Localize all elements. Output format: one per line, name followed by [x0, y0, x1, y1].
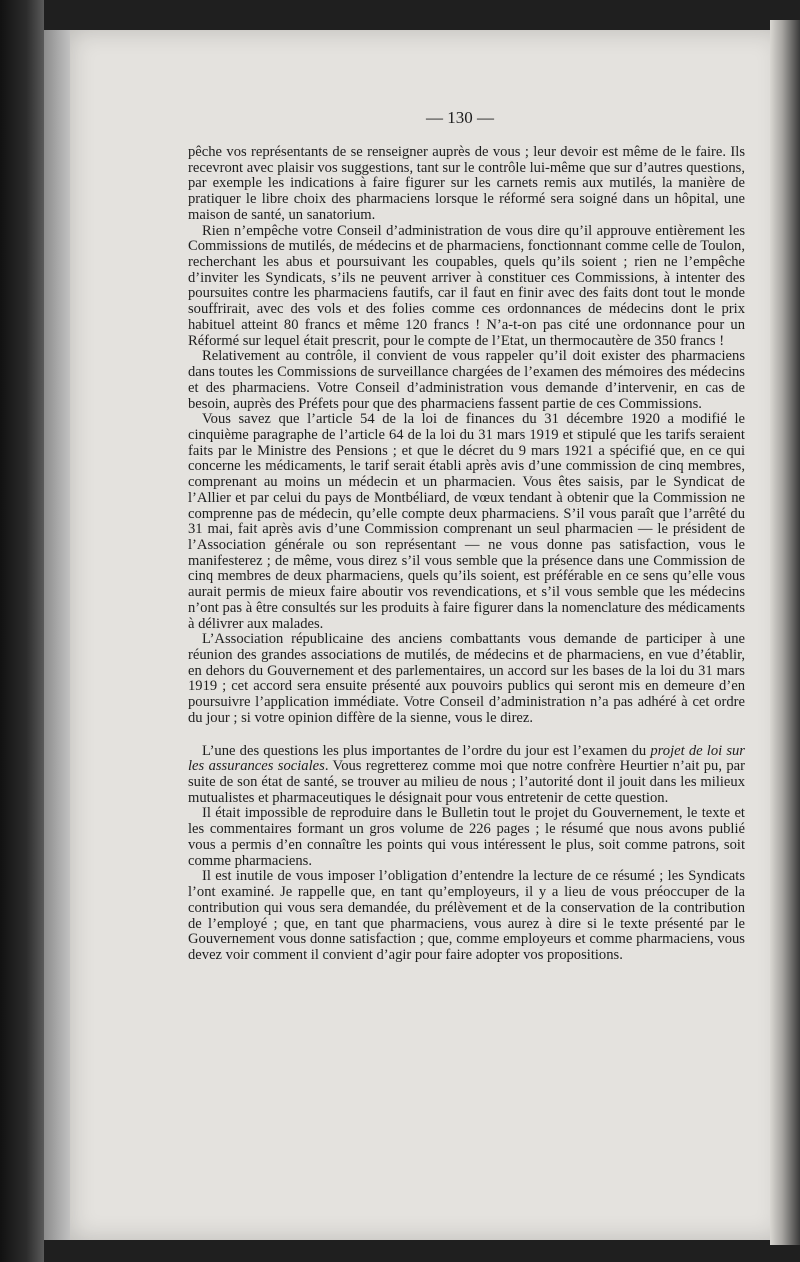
paragraph-3: Relativement au contrôle, il convient de vous rappeler qu’il doit exister des pharmaciens dans toutes les Commissions de surveillance chargées de l’examen des mémoires des médecins et des pharmaciens. Votre Conseil d’administration vous demande d’intervenir, en cas de besoin, auprès des Préfets pour que des pharmaciens fassent partie de ces Commissions. [188, 348, 745, 412]
paragraph-6-lead: L’une des questions les plus importantes de l’ordre du jour est l’examen du [202, 742, 651, 759]
paragraph-6-italic-title: projet de loi sur les assurances sociales [188, 742, 745, 775]
paragraph-5: L’Association républicaine des anciens combattants vous demande de participer à une réunion des grandes associations de mutilés, de médecins et de pharmaciens, en vue d’établir, en dehors du Gouvernement et des parlementaires, un accord sur les bases de la loi du 31 mars 1919 ; cet accord sera ensuite présenté aux pouvoirs publics qui seront mis en demeure d’en poursuivre l’application immédiate. Votre Conseil d’administration n’a pas adhéré à cet ordre du jour ; si votre opinion diffère de la sienne, vous le direz. [188, 631, 745, 726]
paragraph-6 [188, 744, 745, 807]
body-text [188, 145, 745, 964]
paragraph-7: Il était impossible de reproduire dans le Bulletin tout le projet du Gouvernement, le texte et les commentaires formant un gros volume de 226 pages ; le résumé que nous avons publié vous a permis d’en connaître les points qui vous intéressent le plus, soit comme patrons, soit comme pharmaciens. [188, 805, 745, 869]
book-spine [0, 0, 44, 1262]
paragraph-1: pêche vos représentants de se renseigner auprès de vous ; leur devoir est même de le faire. Ils recevront avec plaisir vos suggestions, tant sur le contrôle lui-même que sur d’autres questions, par exemple les indications à faire figurer sur les carnets remis aux mutilés, la manière de pratiquer le libre choix des pharmaciens lorsque le réformé sera soigné dans un hôpital, une maison de santé, un sanatorium. [188, 144, 745, 223]
paragraph-6-rest: . Vous regretterez comme moi que notre confrère Heurtier n’ait pu, par suite de son état de santé, se trouver au milieu de nous ; l’autorité dont il jouit dans les milieux mutualistes et pharmaceutiques le désignait pour vous entretenir de cette question. [188, 758, 745, 806]
page-number: — 130 — [426, 108, 494, 127]
paragraph-4: Vous savez que l’article 54 de la loi de finances du 31 décembre 1920 a modifié le cinquième paragraphe de l’article 64 de la loi du 31 mars 1919 et stipulé que les tarifs seraient faits par le Ministre des Pensions ; et que le décret du 9 mars 1921 a spécifié que, en ce qui concerne les médicaments, le tarif serait établi après avis d’une commission de cinq membres, comprenant au moins un médecin et un pharmacien. Vous êtes saisis, par le Syndicat de l’Allier et par celui du pays de Montbéliard, de vœux tendant à obtenir que la Commission ne comprenne pas de médecin, qu’elle compte deux pharmaciens. S’il vous paraît que l’arrêté du 31 mai, fait après avis d’une Commission comprenant un seul pharmacien — le président de l’Association générale ou son représentant — ne vous donne pas satisfaction, vous le manifesterez ; de même, vous direz s’il vous semble que la présence dans une Commission de cinq membres de deux pharmaciens, quels qu’ils soient, est préférable en ce sens qu’elle vous aurait permis de mieux faire aboutir vos revendications, et s’il vous semble que les médecins n’ont pas à être consultés sur les produits à faire figurer dans la nomenclature des médicaments à délivrer aux malades. [188, 411, 745, 632]
paragraph-8: Il est inutile de vous imposer l’obligation d’entendre la lecture de ce résumé ; les Syndicats l’ont examiné. Je rappelle que, en tant qu’employeurs, il y a lieu de vous préoccuper de la contribution qui vous sera demandée, du prélèvement et de la conservation de la contribution de l’employé ; que, en tant que pharmaciens, vous aurez à dire si le texte présenté par le Gouvernement vous donne satisfaction ; que, comme employeurs et comme pharmaciens, vous devez voir comment il convient d’agir pour faire adopter vos propositions. [188, 868, 745, 963]
page-right-edge [770, 20, 800, 1245]
paragraph-2: Rien n’empêche votre Conseil d’administration de vous dire qu’il approuve entièrement les Commissions de mutilés, de médecins et de pharmaciens, fonctionnant comme celle de Toulon, recherchant les abus et poursuivant les coupables, quels qu’ils soient ; rien ne l’empêche d’inviter les Syndicats, s’ils ne peuvent arriver à constituer ces Commissions, à intenter des poursuites contre les pharmaciens fautifs, car il faut en finir avec des faits dont tout le monde souffrirait, avec des vols et des folies comme ces ordonnances de médecins dont le prix habituel atteint 80 francs et même 120 francs ! N’a-t-on pas cité une ordonnance pour un Réformé sur lequel était prescrit, pour le compte de l’Etat, un thermocautère de 350 francs ! [188, 222, 745, 349]
